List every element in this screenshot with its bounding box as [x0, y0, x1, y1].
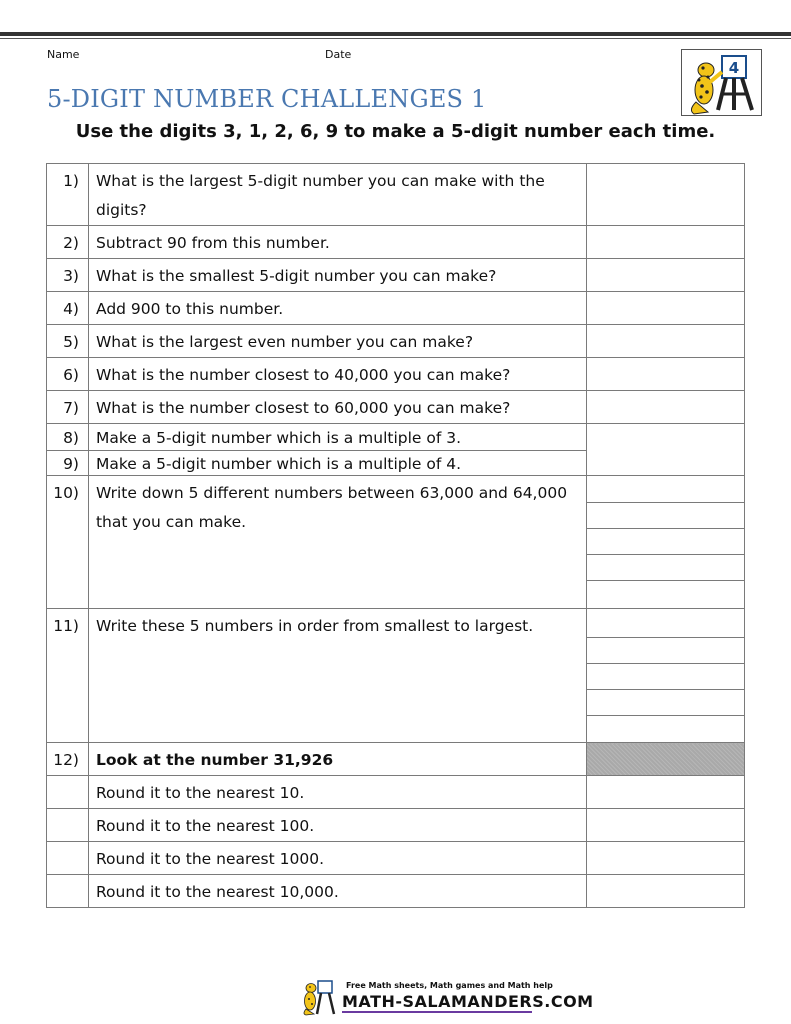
question-text: Look at the number 31,926 — [88, 743, 586, 776]
answer-stack — [587, 476, 745, 609]
date-label: Date — [325, 48, 352, 61]
rounding-text: Round it to the nearest 1000. — [88, 842, 586, 875]
question-text: Add 900 to this number. — [88, 292, 586, 325]
question-row — [47, 259, 745, 292]
answer-line[interactable] — [587, 690, 744, 716]
footer — [300, 978, 594, 1016]
question-text: Make a 5-digit number which is a multiple of 3. — [88, 424, 586, 451]
answer-line[interactable] — [587, 529, 744, 555]
answer-cell[interactable] — [587, 776, 745, 809]
top-rule — [0, 32, 791, 36]
rounding-text: Round it to the nearest 10. — [88, 776, 586, 809]
footer-rule — [342, 1011, 532, 1013]
answer-cell[interactable] — [587, 391, 745, 424]
answer-cell[interactable] — [587, 226, 745, 259]
question-number: 3) — [47, 259, 89, 292]
worksheet-instruction: Use the digits 3, 1, 2, 6, 9 to make a 5-digit number each time. — [75, 121, 716, 142]
rounding-text: Round it to the nearest 100. — [88, 809, 586, 842]
shaded-cell — [587, 743, 745, 776]
question-text: Make a 5-digit number which is a multiple of 4. — [88, 451, 586, 476]
question-row — [47, 325, 745, 358]
empty-number-cell — [47, 842, 89, 875]
rounding-row — [47, 776, 745, 809]
answer-line[interactable] — [587, 503, 744, 529]
answer-cell[interactable] — [587, 358, 745, 391]
footer-tagline: Free Math sheets, Math games and Math help — [346, 981, 553, 990]
question-number: 1) — [47, 164, 89, 226]
question-row — [47, 358, 745, 391]
question-number: 9) — [47, 451, 89, 476]
question-text: Write down 5 different numbers between 63,000 and 64,000 that you can make. — [88, 476, 586, 609]
footer-salamander-icon — [300, 978, 340, 1016]
answer-cell[interactable] — [587, 424, 745, 476]
answer-cell[interactable] — [587, 875, 745, 908]
empty-number-cell — [47, 875, 89, 908]
question-row — [47, 164, 745, 226]
answer-line[interactable] — [587, 716, 744, 742]
answer-cell[interactable] — [587, 809, 745, 842]
rounding-row — [47, 842, 745, 875]
answer-line[interactable] — [587, 476, 744, 503]
answer-line[interactable] — [587, 581, 744, 608]
question-number: 12) — [47, 743, 89, 776]
question-number: 2) — [47, 226, 89, 259]
question-text: What is the largest even number you can make? — [88, 325, 586, 358]
question-text: What is the smallest 5-digit number you can make? — [88, 259, 586, 292]
logo-digit: 4 — [728, 59, 740, 77]
question-text: Write these 5 numbers in order from smallest to largest. — [88, 609, 586, 743]
footer-site-name[interactable]: MATH-SALAMANDERS.COM — [342, 992, 594, 1011]
question-row — [47, 743, 745, 776]
empty-number-cell — [47, 776, 89, 809]
question-number: 8) — [47, 424, 89, 451]
answer-cell[interactable] — [587, 164, 745, 226]
empty-number-cell — [47, 809, 89, 842]
rounding-row — [47, 875, 745, 908]
question-number: 5) — [47, 325, 89, 358]
question-text: What is the number closest to 60,000 you can make? — [88, 391, 586, 424]
answer-line[interactable] — [587, 609, 744, 638]
questions-table — [46, 163, 745, 908]
question-row — [47, 226, 745, 259]
rounding-text: Round it to the nearest 10,000. — [88, 875, 586, 908]
question-row — [47, 424, 745, 451]
question-text: Subtract 90 from this number. — [88, 226, 586, 259]
answer-stack — [587, 609, 745, 743]
salamander-logo-icon — [682, 50, 762, 116]
question-number: 7) — [47, 391, 89, 424]
question-text: What is the number closest to 40,000 you can make? — [88, 358, 586, 391]
question-number: 4) — [47, 292, 89, 325]
answer-cell[interactable] — [587, 842, 745, 875]
answer-cell[interactable] — [587, 325, 745, 358]
name-label: Name — [47, 48, 80, 61]
question-row — [47, 292, 745, 325]
answer-line[interactable] — [587, 638, 744, 664]
question-row — [47, 391, 745, 424]
question-number: 11) — [47, 609, 89, 743]
top-rule-thin — [0, 38, 791, 39]
question-text: What is the largest 5-digit number you can make with the digits? — [88, 164, 586, 226]
question-row — [47, 476, 745, 609]
question-row — [47, 609, 745, 743]
answer-cell[interactable] — [587, 259, 745, 292]
answer-line[interactable] — [587, 664, 744, 690]
salamander-logo — [681, 49, 762, 116]
worksheet-title: 5-DIGIT NUMBER CHALLENGES 1 — [47, 85, 487, 113]
question-number: 6) — [47, 358, 89, 391]
question-number: 10) — [47, 476, 89, 609]
answer-cell[interactable] — [587, 292, 745, 325]
rounding-row — [47, 809, 745, 842]
answer-line[interactable] — [587, 555, 744, 581]
